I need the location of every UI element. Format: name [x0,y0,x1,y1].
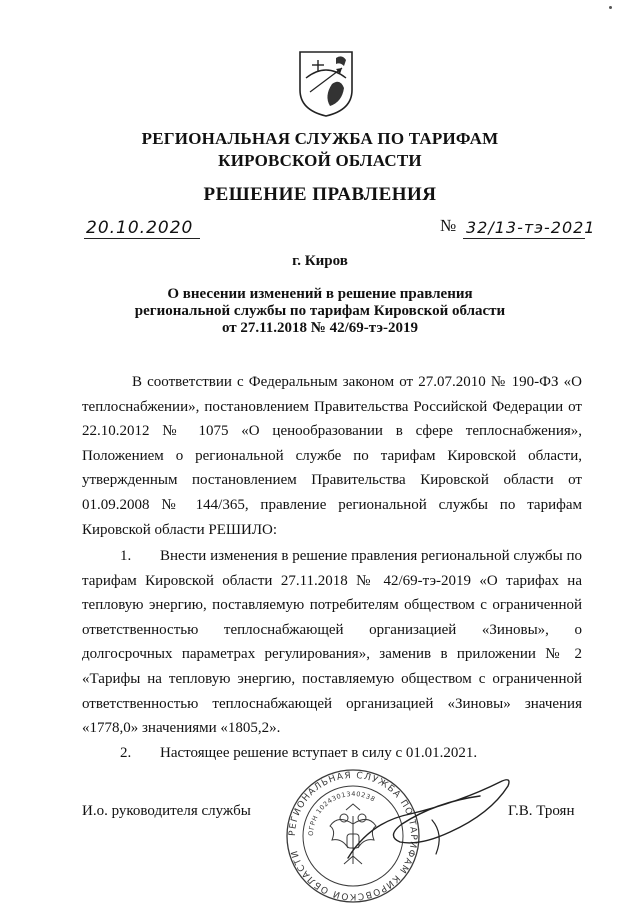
org-line-2: КИРОВСКОЙ ОБЛАСТИ [218,151,422,170]
city: г. Киров [292,253,348,269]
decision-title: РЕШЕНИЕ ПРАВЛЕНИЯ [203,184,437,205]
stamp-outer-text: РЕГИОНАЛЬНАЯ СЛУЖБА ПО ТАРИФАМ КИРОВСКОЙ ОБЛАСТИ [287,770,419,902]
signatory-name: Г.В. Троян [508,803,575,819]
date-underline [84,238,200,239]
signatory-position: И.о. руководителя службы [82,803,251,819]
stamp-inner-text: ОГРН 1024301340238 [306,789,377,837]
decision-subject [0,286,640,337]
subject-line-2: региональной службы по тарифам Кировской области [134,303,506,319]
decision-date: 20.10.2020 [86,218,194,238]
kirov-coat-of-arms-icon [296,48,356,118]
subject-line-1: О внесении изменений в решение правления [167,286,473,302]
item-text: Внести изменения в решение правления региональной службы по тарифам Кировской области 27.11.2018 № 42/69-тэ-2019 «О тарифах на тепловую энергию, поставляемую потребителям обществом с ограниченной ответственностью теплоснабжающей организацией «Зиновы», о долгосрочных параметрах регулирования», заменив в приложении № 2 «Тарифы на тепловую энергию, поставляемую обществом с ограниченной ответственностью теплоснабжающей организацией «Зиновы» значения «1778,0» значениями «1805,2». [82,548,582,737]
decision-item-1 [82,544,582,741]
number-sign: № [440,216,457,235]
item-number: 2. [120,745,132,761]
decision-number: 32/13-тэ-2021 [466,218,596,237]
handwritten-signature [340,762,520,872]
scan-speck [609,6,612,9]
organization-name [0,128,640,172]
item-number: 1. [120,548,132,564]
subject-line-3: от 27.11.2018 № 42/69-тэ-2019 [221,320,419,336]
number-underline [463,238,585,239]
org-line-1: РЕГИОНАЛЬНАЯ СЛУЖБА ПО ТАРИФАМ [141,129,499,148]
item-text: Настоящее решение вступает в силу с 01.01.2021. [160,745,478,761]
preamble-paragraph: В соответствии с Федеральным законом от 27.07.2010 № 190-ФЗ «О теплоснабжении», постановлением Правительства Российской Федерации от 22.10.2012 № 1075 «О ценообразовании в сфере теплоснабжения», Положением о региональной службе по тарифам Кировской области, утвержденным постановлением Правительства Кировской области от 01.09.2008 № 144/365, правление региональной службы по тарифам Кировской области РЕШИЛО: [82,374,582,538]
